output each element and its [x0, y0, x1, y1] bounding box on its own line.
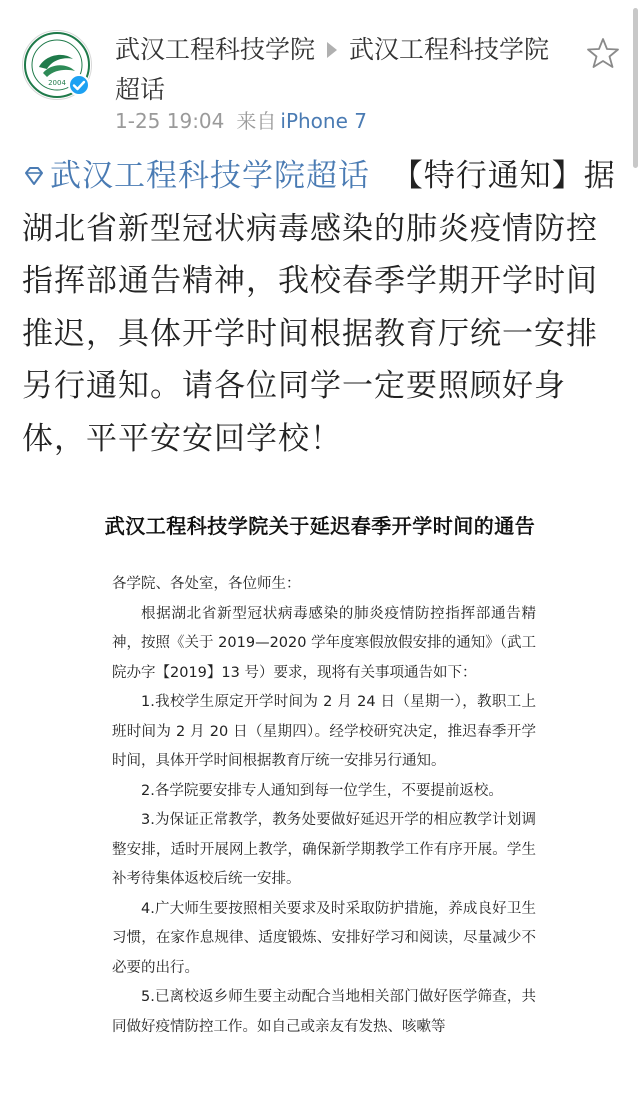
author-name[interactable]: 武汉工程科技学院 — [115, 35, 316, 64]
device-link[interactable]: iPhone 7 — [280, 109, 367, 133]
timestamp: 1-25 19:04 — [115, 109, 225, 133]
post-meta — [115, 106, 367, 136]
notice-image[interactable] — [0, 488, 640, 1097]
source-label: 来自 — [236, 109, 277, 133]
notice-paragraph: 2.各学院要安排专人通知到每一位学生，不要提前返校。 — [141, 782, 503, 799]
notice-salutation: 各学院、各处室，各位师生： — [112, 576, 301, 592]
notice-paragraph: 根据湖北省新型冠状病毒感染的肺炎疫情防控指挥部通告精神，按照《关于 2019—2020 学年度寒假放假安排的通知》（武工院办字【2019】13 号）要求，现将有关事项通告如下： — [112, 605, 536, 681]
notice-body — [112, 570, 536, 1042]
post-header — [0, 0, 640, 148]
topic-link[interactable] — [22, 158, 370, 194]
topic-diamond-icon — [22, 164, 46, 188]
notice-paragraph: 1.我校学生原定开学时间为 2 月 24 日（星期一），教职工上班时间为 2 月 20 日（星期四）。经学校研究决定，推迟春季开学时间，具体开学时间根据教育厅统一安排另行通知。 — [112, 694, 536, 769]
scrollbar-thumb[interactable] — [633, 8, 638, 168]
post-content — [22, 150, 618, 465]
chevron-right-icon — [327, 42, 337, 58]
topic-tag[interactable]: 武汉工程科技学院超话 — [50, 158, 370, 194]
topic-title[interactable]: 武汉工程科技学院 — [349, 35, 550, 64]
notice-paragraph: 5.已离校返乡师生要主动配合当地相关部门做好医学筛查，共同做好疫情防控工作。如自己或亲友有发热、咳嗽等 — [112, 989, 536, 1035]
notice-title: 武汉工程科技学院关于延迟春季开学时间的通告 — [104, 514, 536, 538]
verified-check-icon — [68, 74, 90, 96]
star-icon[interactable] — [586, 36, 620, 70]
notice-paragraph: 4.广大师生要按照相关要求及时采取防护措施，养成良好卫生习惯，在家作息规律、适度锻炼、安排好学习和阅读，尽量减少不必要的出行。 — [112, 900, 536, 976]
notice-paragraph: 3.为保证正常教学，教务处要做好延迟开学的相应教学计划调整安排，适时开展网上教学，确保新学期教学工作有序开展。学生补考待集体返校后统一安排。 — [112, 812, 536, 887]
author-line — [115, 30, 585, 110]
scrollbar[interactable] — [632, 0, 640, 1097]
topic-title-suffix[interactable]: 超话 — [115, 75, 166, 104]
svg-text:2004: 2004 — [48, 79, 66, 87]
post-body-text: 【特行通知】据湖北省新型冠状病毒感染的肺炎疫情防控指挥部通告精神，我校春季学期开学时间推迟，具体开学时间根据教育厅统一安排另行通知。请各位同学一定要照顾好身体，平平安安回学校！ — [22, 158, 616, 457]
